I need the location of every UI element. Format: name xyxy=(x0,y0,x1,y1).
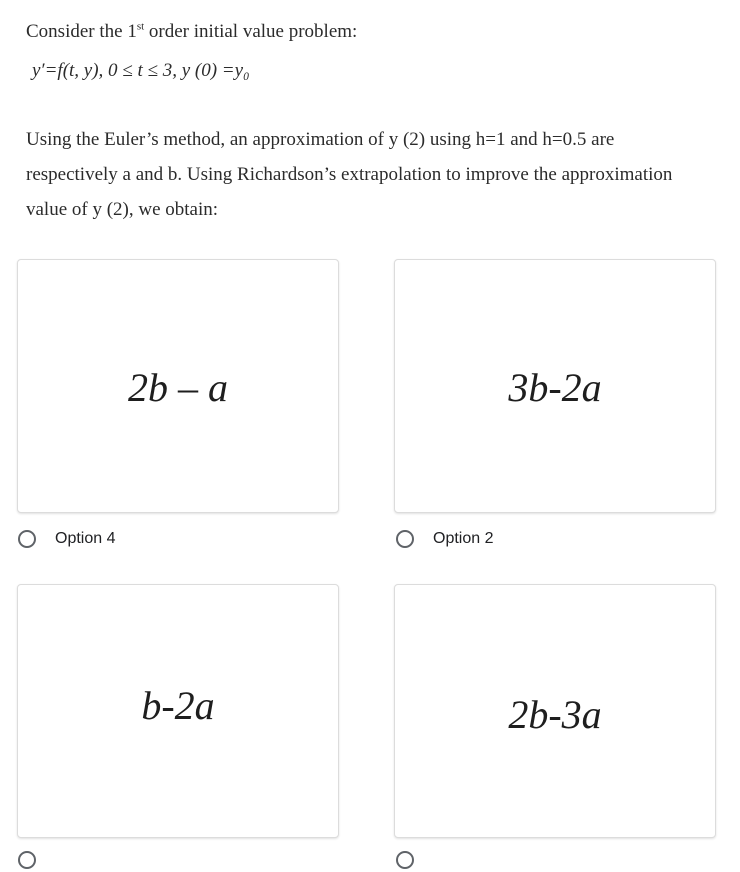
option-expression: 3b-2a xyxy=(508,365,602,410)
option-label: Option 4 xyxy=(55,530,116,547)
option-expression: 2b – a xyxy=(128,365,228,410)
option-image-card[interactable] xyxy=(394,259,716,513)
question-equation: y′=f(t, y), 0 ≤ t ≤ 3, y (0) =y₀ xyxy=(32,60,250,81)
radio-button[interactable] xyxy=(396,530,414,548)
option-choice[interactable] xyxy=(396,527,493,551)
question-paragraph-line-2: respectively a and b. Using Richardson’s extrapolation to improve the approximation xyxy=(26,164,673,185)
question-intro: Consider the 1st order initial value problem: xyxy=(26,20,358,42)
option-choice[interactable] xyxy=(396,848,433,872)
radio-button[interactable] xyxy=(396,851,414,869)
option-image-card[interactable] xyxy=(17,259,339,513)
option-choice[interactable] xyxy=(18,848,55,872)
question-paragraph-line-1: Using the Euler’s method, an approximation of y (2) using h=1 and h=0.5 are xyxy=(26,129,615,150)
option-expression: b-2a xyxy=(141,683,215,728)
radio-button[interactable] xyxy=(18,851,36,869)
radio-button[interactable] xyxy=(18,530,36,548)
option-expression: 2b-3a xyxy=(508,692,602,737)
question-paragraph-line-3: value of y (2), we obtain: xyxy=(26,199,219,220)
question-text xyxy=(26,14,726,227)
option-label: Option 2 xyxy=(433,530,494,547)
option-choice[interactable] xyxy=(18,527,115,551)
option-image-card[interactable] xyxy=(394,584,716,838)
option-image-card[interactable] xyxy=(17,584,339,838)
